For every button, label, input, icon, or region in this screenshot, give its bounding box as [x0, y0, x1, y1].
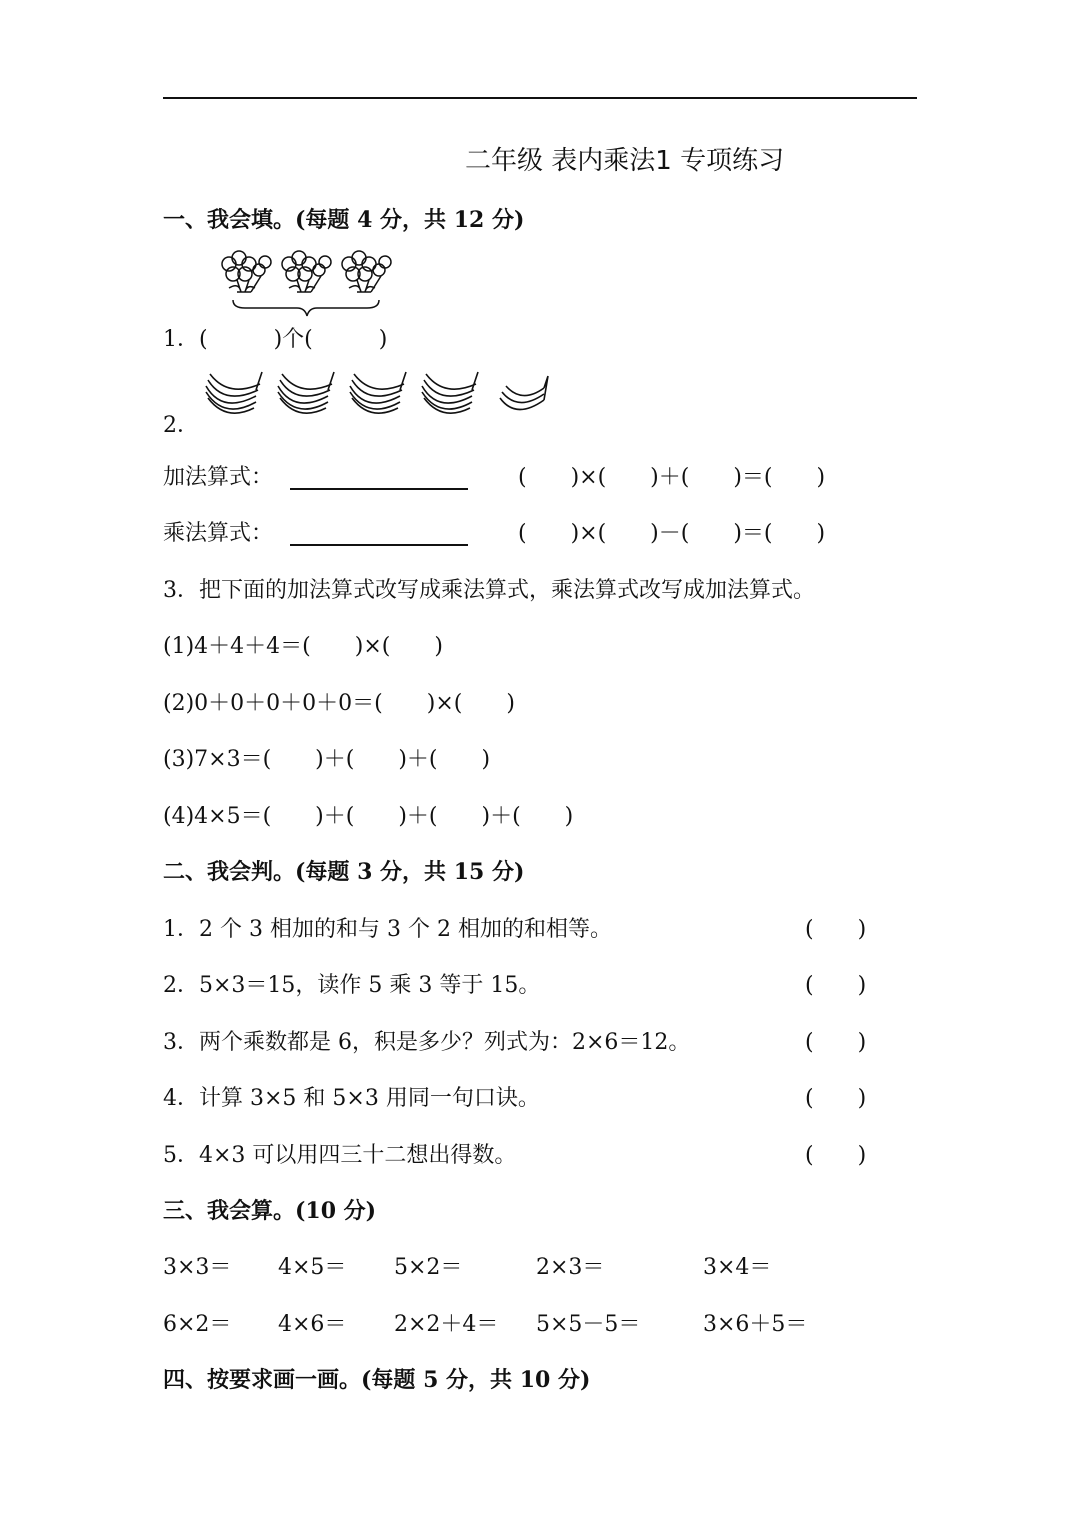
judge-item: 3．两个乘数都是 6，积是多少？列式为：2×6＝12。	[163, 1030, 691, 1055]
banana-bunch-icon	[202, 366, 552, 420]
section-2-heading: 二、我会判。(每题 3 分，共 15 分)	[163, 859, 525, 885]
q2-add-formula: ( )×( )＋( )＝( )	[518, 465, 826, 490]
calc-item: 3×3＝	[163, 1255, 232, 1280]
judge-item: 4．计算 3×5 和 5×3 用同一句口诀。	[163, 1086, 540, 1111]
calc-item: 4×6＝	[278, 1312, 347, 1337]
q3-item: (4)4×5＝( )＋( )＋( )＋( )	[163, 804, 574, 829]
judge-item: 2．5×3＝15，读作 5 乘 3 等于 15。	[163, 973, 541, 998]
judge-answer-box[interactable]: ( )	[805, 1030, 867, 1055]
calc-item: 5×5－5＝	[536, 1312, 641, 1337]
q3-item: (2)0＋0＋0＋0＋0＝( )×( )	[163, 691, 515, 716]
q3-item: (3)7×3＝( )＋( )＋( )	[163, 747, 491, 772]
q3-item: (1)4＋4＋4＝( )×( )	[163, 634, 443, 659]
flower-group-icon	[215, 248, 405, 320]
judge-item: 1．2 个 3 相加的和与 3 个 2 相加的和相等。	[163, 917, 612, 942]
calc-item: 2×2＋4＝	[394, 1312, 499, 1337]
q2-number: 2．	[163, 413, 199, 438]
section-1-heading: 一、我会填。(每题 4 分，共 12 分)	[163, 207, 525, 233]
judge-item: 5．4×3 可以用四三十二想出得数。	[163, 1143, 517, 1168]
calc-item: 6×2＝	[163, 1312, 232, 1337]
q2-add-blank[interactable]	[290, 466, 468, 494]
calc-item: 2×3＝	[536, 1255, 605, 1280]
calc-item: 4×5＝	[278, 1255, 347, 1280]
q2-mul-blank[interactable]	[290, 522, 468, 550]
top-rule	[163, 97, 917, 99]
section-3-heading: 三、我会算。(10 分)	[163, 1198, 377, 1224]
calc-item: 3×6＋5＝	[703, 1312, 808, 1337]
page-title: 二年级 表内乘法1 专项练习	[465, 146, 785, 176]
q1-line: 1．( )个( )	[163, 327, 388, 352]
q2-add-label: 加法算式：	[163, 465, 274, 490]
section-4-heading: 四、按要求画一画。(每题 5 分，共 10 分)	[163, 1367, 591, 1393]
judge-answer-box[interactable]: ( )	[805, 973, 867, 998]
q2-mul-formula: ( )×( )－( )＝( )	[518, 521, 826, 546]
calc-item: 5×2＝	[394, 1255, 463, 1280]
calc-item: 3×4＝	[703, 1255, 772, 1280]
judge-answer-box[interactable]: ( )	[805, 917, 867, 942]
q3-prompt: 3．把下面的加法算式改写成乘法算式，乘法算式改写成加法算式。	[163, 578, 815, 603]
judge-answer-box[interactable]: ( )	[805, 1143, 867, 1168]
judge-answer-box[interactable]: ( )	[805, 1086, 867, 1111]
flower-cluster	[222, 251, 271, 292]
q2-mul-label: 乘法算式：	[163, 521, 274, 546]
